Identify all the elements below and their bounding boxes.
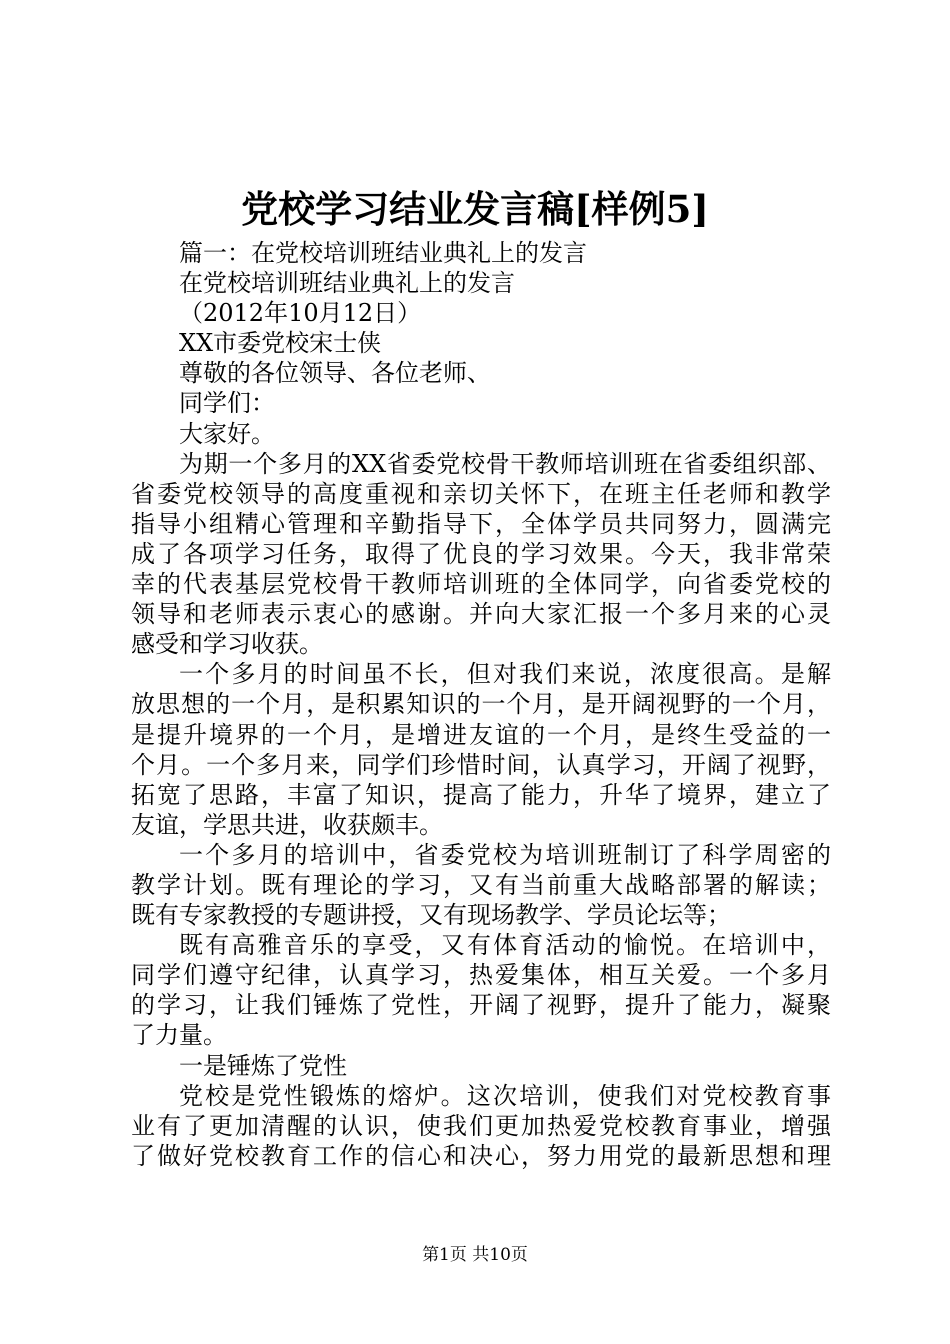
body-line: 了力量。 (131, 1021, 227, 1050)
body-line: 一个多月的时间虽不长，但对我们来说，浓度很高。是解 (179, 660, 831, 689)
body-line: 省委党校领导的高度重视和亲切关怀下，在班主任老师和教学 (131, 479, 831, 508)
body-line: 篇一：在党校培训班结业典礼上的发言 (179, 239, 587, 267)
body-line: 既有高雅音乐的享受，又有体育活动的愉悦。在培训中， (179, 931, 831, 960)
body-line: 领导和老师表示衷心的感谢。并向大家汇报一个多月来的心灵 (131, 600, 831, 629)
document-body (131, 238, 831, 1171)
document-title: 党校学习结业发言稿[样例5] (241, 187, 709, 231)
body-line: 了做好党校教育工作的信心和决心，努力用党的最新思想和理 (131, 1141, 831, 1170)
body-line: 同学们遵守纪律，认真学习，热爱集体，相互关爱。一个多月 (131, 961, 831, 990)
body-line: 大家好。 (179, 419, 275, 448)
body-line: 业有了更加清醒的认识，使我们更加热爱党校教育事业，增强 (131, 1111, 831, 1140)
body-line: 的学习，让我们锤炼了党性，开阔了视野，提升了能力，凝聚 (131, 991, 831, 1020)
body-line: （2012年10月12日） (179, 299, 422, 328)
page-footer: 第1页 共10页 (422, 1245, 528, 1265)
body-line: 友谊，学思共进，收获颇丰。 (131, 810, 443, 839)
body-line: 尊敬的各位领导、各位老师、 (179, 359, 491, 388)
body-line: 个月。一个多月来，同学们珍惜时间，认真学习，开阔了视野， (131, 750, 831, 779)
body-line: 一个多月的培训中，省委党校为培训班制订了科学周密的 (179, 840, 831, 869)
body-line: 成了各项学习任务，取得了优良的学习效果。今天，我非常荣 (131, 539, 831, 568)
body-line: XX市委党校宋士侠 (179, 329, 382, 358)
body-line: 幸的代表基层党校骨干教师培训班的全体同学，向省委党校的 (131, 570, 831, 599)
body-line: 一是锤炼了党性 (179, 1051, 347, 1080)
body-line: 同学们： (179, 389, 275, 418)
body-line: 是提升境界的一个月，是增进友谊的一个月，是终生受益的一 (131, 720, 831, 749)
body-line: 党校是党性锻炼的熔炉。这次培训，使我们对党校教育事 (179, 1081, 831, 1110)
body-line: 指导小组精心管理和辛勤指导下，全体学员共同努力，圆满完 (131, 509, 831, 538)
body-line: 教学计划。既有理论的学习，又有当前重大战略部署的解读； (131, 870, 831, 899)
body-line: 拓宽了思路，丰富了知识，提高了能力，升华了境界，建立了 (131, 780, 831, 809)
body-line: 为期一个多月的XX省委党校骨干教师培训班在省委组织部、 (179, 449, 831, 478)
body-line: 在党校培训班结业典礼上的发言 (179, 269, 515, 298)
body-line: 既有专家教授的专题讲授，又有现场教学、学员论坛等； (131, 901, 731, 930)
body-line: 感受和学习收获。 (131, 630, 323, 659)
body-line: 放思想的一个月，是积累知识的一个月，是开阔视野的一个月， (131, 690, 831, 719)
